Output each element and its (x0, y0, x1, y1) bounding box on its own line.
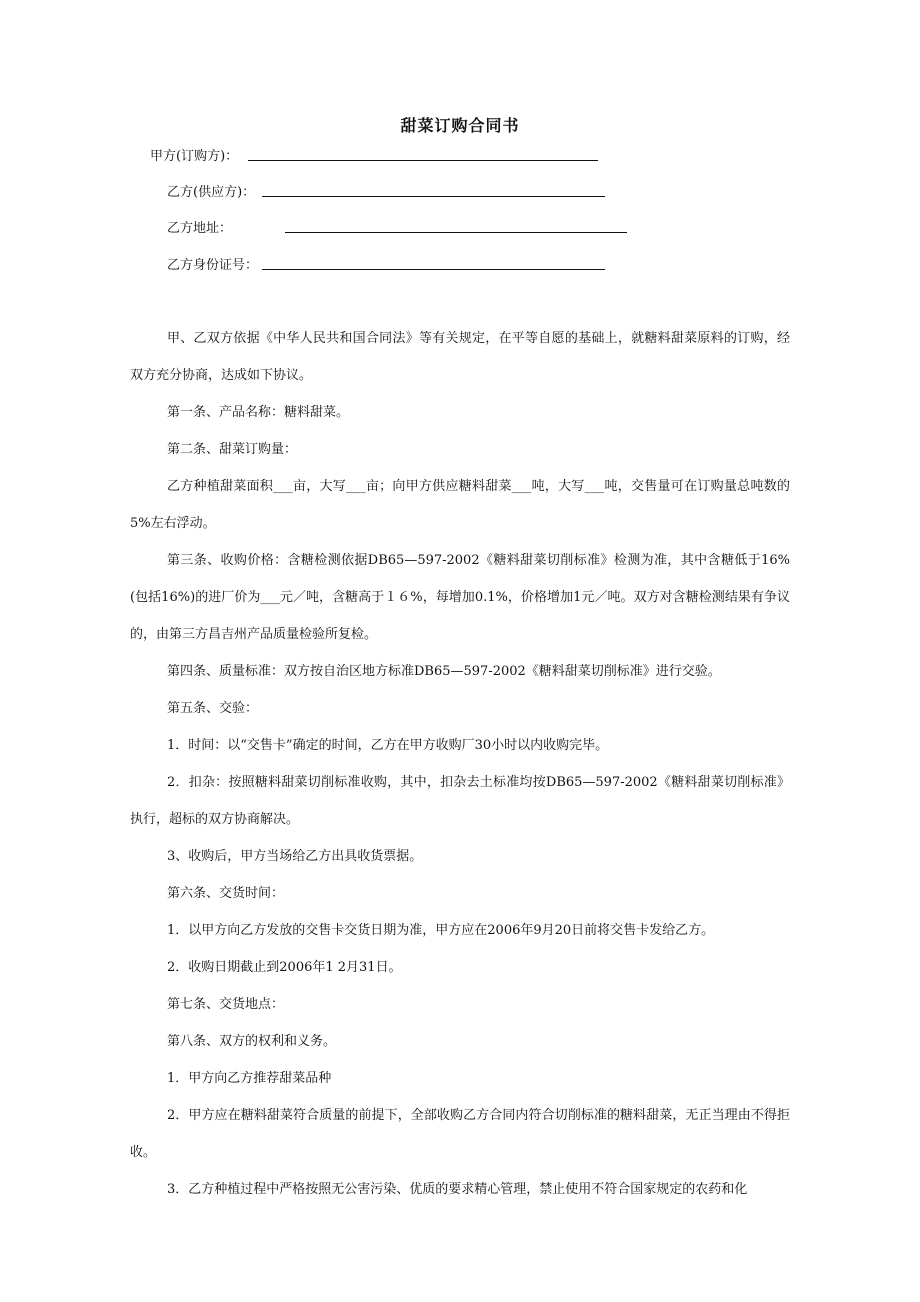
party-b-label: 乙方(供应方)： (167, 185, 256, 200)
party-b-address-blank-line (285, 232, 627, 233)
article-1: 第一条、产品名称：糖料甜菜。 (167, 405, 350, 420)
party-a-label: 甲方(订购方)： (150, 149, 239, 164)
party-b-address-field (167, 217, 629, 237)
article-7-heading: 第七条、交货地点： (167, 997, 285, 1012)
party-a-field (150, 145, 600, 165)
article-8-item-3: 3．乙方种植过程中严格按照无公害污染、优质的要求精心管理，禁止使用不符合国家规定的农药和化 (167, 1182, 748, 1197)
contract-title: 甜菜订购合同书 (400, 116, 520, 135)
party-b-id-blank-line (262, 269, 605, 270)
article-3: 第三条、收购价格：含糖检测依据DB65—597-2002《糖料甜菜切削标准》检测为准，其中含糖低于16%(包括16%)的进厂价为___元／吨，含糖高于１６%，每增加0.1%，价格增加1元／吨。双方对含糖检测结果有争议的，由第三方昌吉州产品质量检验所复检。 (130, 553, 790, 642)
article-6-item-2: 2．收购日期截止到2006年1 2月31日。 (167, 960, 402, 975)
party-b-field (167, 181, 607, 201)
party-b-id-label: 乙方身份证号： (167, 258, 259, 273)
article-6-item-1: 1．以甲方向乙方发放的交售卡交货日期为准，甲方应在2006年9月20日前将交售卡发给乙方。 (167, 923, 715, 938)
article-2-heading: 第二条、甜菜订购量： (167, 442, 298, 457)
party-b-id-field (167, 254, 607, 274)
article-4: 第四条、质量标准：双方按自治区地方标准DB65—597-2002《糖料甜菜切削标准》进行交验。 (167, 664, 721, 679)
intro-paragraph: 甲、乙双方依据《中华人民共和国合同法》等有关规定，在平等自愿的基础上，就糖料甜菜原料的订购，经双方充分协商，达成如下协议。 (130, 331, 790, 383)
party-a-blank-line (248, 160, 598, 161)
article-5-item-2: 2．扣杂：按照糖料甜菜切削标准收购，其中，扣杂去土标准均按DB65—597-2002《糖料甜菜切削标准》执行，超标的双方协商解决。 (130, 775, 790, 827)
article-5-heading: 第五条、交验： (167, 701, 259, 716)
party-b-blank-line (262, 196, 605, 197)
article-5-item-3: 3、收购后，甲方当场给乙方出具收货票据。 (167, 849, 423, 864)
article-2-body: 乙方种植甜菜面积___亩，大写___亩；向甲方供应糖料甜菜___吨，大写___吨，交售量可在订购量总吨数的5%左右浮动。 (130, 479, 790, 531)
article-5-item-1: 1．时间：以“交售卡”确定的时间，乙方在甲方收购厂30小时以内收购完毕。 (167, 738, 609, 753)
party-b-address-label: 乙方地址： (167, 221, 233, 236)
article-8-heading: 第八条、双方的权利和义务。 (167, 1034, 337, 1049)
article-6-heading: 第六条、交货时间： (167, 886, 285, 901)
article-8-item-2: 2．甲方应在糖料甜菜符合质量的前提下，全部收购乙方合同内符合切削标准的糖料甜菜，无正当理由不得拒收。 (130, 1108, 790, 1160)
contract-body (130, 320, 790, 1208)
article-8-item-1: 1．甲方向乙方推荐甜菜品种 (167, 1071, 332, 1086)
